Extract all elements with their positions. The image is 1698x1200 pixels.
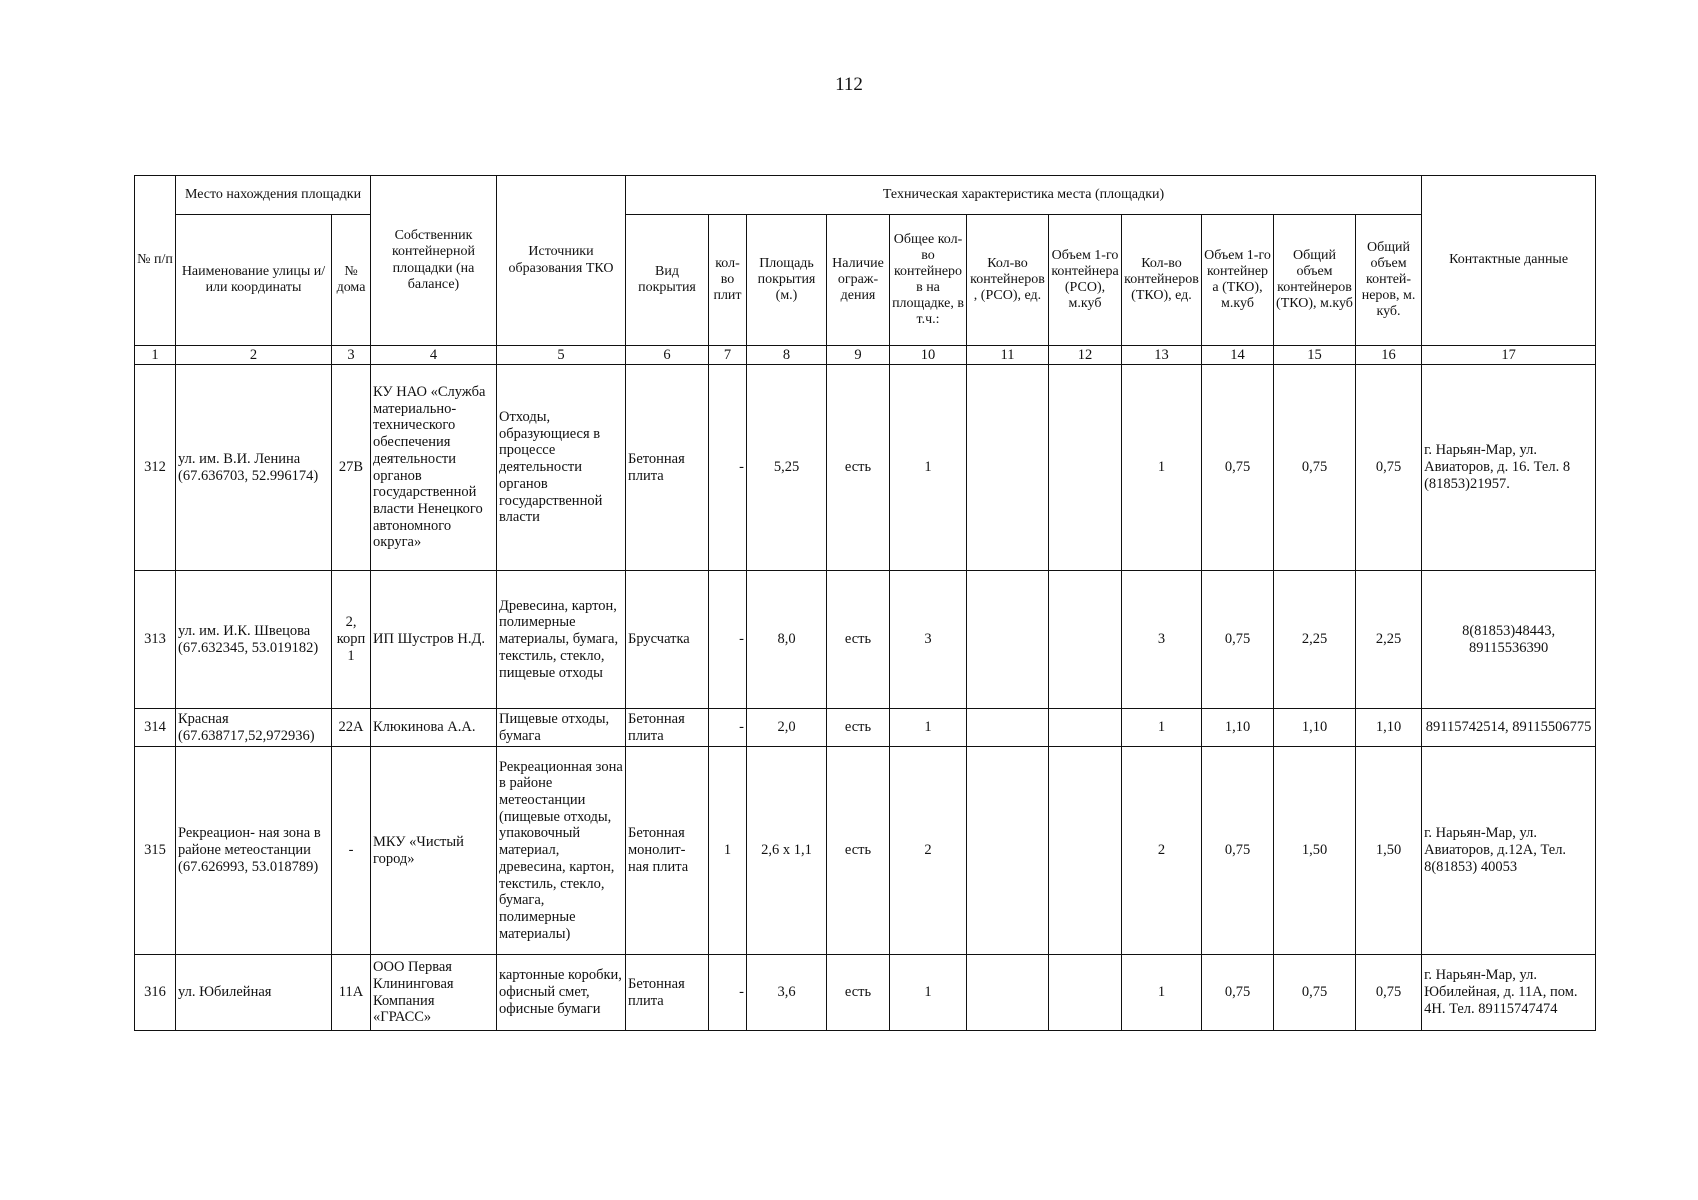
row-number: 315	[135, 747, 176, 955]
fence-cell: есть	[827, 709, 890, 747]
owner-cell: ООО Первая Клининговая Компания «ГРАСС»	[371, 955, 497, 1031]
house-cell: 27В	[332, 365, 371, 571]
contacts-cell: 89115742514, 89115506775	[1422, 709, 1596, 747]
sources-cell: Древесина, картон, полимерные материалы, бумага, текстиль, стекло, пищевые отходы	[497, 571, 626, 709]
total-containers-cell: 2	[890, 747, 967, 955]
total-containers-cell: 1	[890, 365, 967, 571]
sources-cell: картонные коробки, офисный смет, офисные бумаги	[497, 955, 626, 1031]
header-rso-volume: Объем 1-го контейнера (РСО), м.куб	[1049, 215, 1122, 346]
street-cell: Рекреацион- ная зона в районе метеостанции (67.626993, 53.018789)	[176, 747, 332, 955]
tko-volume-cell: 1,10	[1202, 709, 1274, 747]
header-street: Наименование улицы и/или координаты	[176, 215, 332, 346]
sources-cell: Пищевые отходы, бумага	[497, 709, 626, 747]
rso-count-cell	[967, 955, 1049, 1031]
contacts-cell: г. Нарьян-Мар, ул. Авиаторов, д.12А, Тел. 8(81853) 40053	[1422, 747, 1596, 955]
owner-cell: КУ НАО «Служба материально-технического обеспечения деятельности органов государственной власти Ненецкого автономного округа»	[371, 365, 497, 571]
house-cell: 2, корп 1	[332, 571, 371, 709]
total-volume-cell: 0,75	[1356, 365, 1422, 571]
column-number: 2	[176, 346, 332, 365]
fence-cell: есть	[827, 747, 890, 955]
table-row	[135, 747, 1596, 955]
table-row	[135, 571, 1596, 709]
tko-total-volume-cell: 1,10	[1274, 709, 1356, 747]
header-surface: Вид покрытия	[626, 215, 709, 346]
total-volume-cell: 1,50	[1356, 747, 1422, 955]
surface-cell: Бетонная монолит-ная плита	[626, 747, 709, 955]
page-number: 112	[835, 74, 863, 95]
table-row	[135, 365, 1596, 571]
header-plates: кол-во плит	[709, 215, 747, 346]
column-number: 12	[1049, 346, 1122, 365]
column-number: 4	[371, 346, 497, 365]
rso-count-cell	[967, 709, 1049, 747]
plates-cell: -	[709, 365, 747, 571]
tko-total-volume-cell: 0,75	[1274, 365, 1356, 571]
street-cell: ул. им. И.К. Швецова (67.632345, 53.019182)	[176, 571, 332, 709]
rso-count-cell	[967, 747, 1049, 955]
row-number: 316	[135, 955, 176, 1031]
tko-count-cell: 1	[1122, 365, 1202, 571]
column-number: 8	[747, 346, 827, 365]
sources-cell: Отходы, образующиеся в процессе деятельности органов государственной власти	[497, 365, 626, 571]
tko-total-volume-cell: 1,50	[1274, 747, 1356, 955]
rso-volume-cell	[1049, 709, 1122, 747]
tko-total-volume-cell: 0,75	[1274, 955, 1356, 1031]
street-cell: Красная (67.638717,52,972936)	[176, 709, 332, 747]
header-contacts: Контактные данные	[1422, 176, 1596, 346]
tko-count-cell: 1	[1122, 955, 1202, 1031]
area-cell: 3,6	[747, 955, 827, 1031]
area-cell: 5,25	[747, 365, 827, 571]
total-volume-cell: 1,10	[1356, 709, 1422, 747]
house-cell: 22А	[332, 709, 371, 747]
tko-count-cell: 3	[1122, 571, 1202, 709]
header-fence: Наличие ограж-дения	[827, 215, 890, 346]
tko-count-cell: 1	[1122, 709, 1202, 747]
surface-cell: Бетонная плита	[626, 709, 709, 747]
street-cell: ул. Юбилейная	[176, 955, 332, 1031]
column-number-row	[135, 346, 1596, 365]
total-containers-cell: 1	[890, 955, 967, 1031]
header-sources: Источники образования ТКО	[497, 176, 626, 346]
tko-total-volume-cell: 2,25	[1274, 571, 1356, 709]
owner-cell: МКУ «Чистый город»	[371, 747, 497, 955]
total-volume-cell: 0,75	[1356, 955, 1422, 1031]
fence-cell: есть	[827, 571, 890, 709]
header-tech-group: Техническая характеристика места (площадки)	[626, 176, 1422, 215]
contacts-cell: г. Нарьян-Мар, ул. Авиаторов, д. 16. Тел. 8 (81853)21957.	[1422, 365, 1596, 571]
column-number: 10	[890, 346, 967, 365]
container-sites-table	[134, 175, 1596, 1031]
owner-cell: ИП Шустров Н.Д.	[371, 571, 497, 709]
row-number: 312	[135, 365, 176, 571]
column-number: 7	[709, 346, 747, 365]
rso-volume-cell	[1049, 955, 1122, 1031]
fence-cell: есть	[827, 955, 890, 1031]
table-row	[135, 955, 1596, 1031]
column-number: 13	[1122, 346, 1202, 365]
column-number: 5	[497, 346, 626, 365]
column-number: 9	[827, 346, 890, 365]
rso-count-cell	[967, 571, 1049, 709]
total-containers-cell: 1	[890, 709, 967, 747]
rso-volume-cell	[1049, 365, 1122, 571]
header-area: Площадь покрытия (м.)	[747, 215, 827, 346]
house-cell: 11А	[332, 955, 371, 1031]
surface-cell: Бетонная плита	[626, 955, 709, 1031]
owner-cell: Клюкинова А.А.	[371, 709, 497, 747]
tko-volume-cell: 0,75	[1202, 571, 1274, 709]
header-tko-count: Кол-во контейнеров (ТКО), ед.	[1122, 215, 1202, 346]
header-tko-volume: Объем 1-го контейнера (ТКО), м.куб	[1202, 215, 1274, 346]
column-number: 11	[967, 346, 1049, 365]
tko-volume-cell: 0,75	[1202, 747, 1274, 955]
surface-cell: Бетонная плита	[626, 365, 709, 571]
column-number: 6	[626, 346, 709, 365]
header-owner: Собственник контейнерной площадки (на балансе)	[371, 176, 497, 346]
column-number: 15	[1274, 346, 1356, 365]
rso-volume-cell	[1049, 747, 1122, 955]
header-location-group: Место нахождения площадки	[176, 176, 371, 215]
surface-cell: Брусчатка	[626, 571, 709, 709]
plates-cell: -	[709, 955, 747, 1031]
header-house: № дома	[332, 215, 371, 346]
tko-count-cell: 2	[1122, 747, 1202, 955]
sources-cell: Рекреационная зона в районе метеостанции (пищевые отходы, упаковочный материал, древесина, картон, текстиль, стекло, бумага, полимерные материалы)	[497, 747, 626, 955]
house-cell: -	[332, 747, 371, 955]
column-number: 3	[332, 346, 371, 365]
contacts-cell: г. Нарьян-Мар, ул. Юбилейная, д. 11А, пом. 4Н. Тел. 89115747474	[1422, 955, 1596, 1031]
header-total-containers: Общее кол-во контейнеров на площадке, в т.ч.:	[890, 215, 967, 346]
area-cell: 8,0	[747, 571, 827, 709]
plates-cell: -	[709, 709, 747, 747]
header-row-1	[135, 176, 1596, 215]
row-number: 314	[135, 709, 176, 747]
plates-cell: -	[709, 571, 747, 709]
area-cell: 2,6 х 1,1	[747, 747, 827, 955]
rso-volume-cell	[1049, 571, 1122, 709]
rso-count-cell	[967, 365, 1049, 571]
row-number: 313	[135, 571, 176, 709]
total-containers-cell: 3	[890, 571, 967, 709]
total-volume-cell: 2,25	[1356, 571, 1422, 709]
area-cell: 2,0	[747, 709, 827, 747]
header-tko-total-volume: Общий объем контейнеров (ТКО), м.куб	[1274, 215, 1356, 346]
header-row-2	[135, 215, 1596, 346]
header-rso-count: Кол-во контейнеров, (РСО), ед.	[967, 215, 1049, 346]
tko-volume-cell: 0,75	[1202, 365, 1274, 571]
column-number: 16	[1356, 346, 1422, 365]
table-row	[135, 709, 1596, 747]
street-cell: ул. им. В.И. Ленина (67.636703, 52.996174)	[176, 365, 332, 571]
header-number: № п/п	[135, 176, 176, 346]
column-number: 14	[1202, 346, 1274, 365]
header-total-volume: Общий объем контей-неров, м. куб.	[1356, 215, 1422, 346]
column-number: 1	[135, 346, 176, 365]
fence-cell: есть	[827, 365, 890, 571]
contacts-cell: 8(81853)48443, 89115536390	[1422, 571, 1596, 709]
plates-cell: 1	[709, 747, 747, 955]
column-number: 17	[1422, 346, 1596, 365]
tko-volume-cell: 0,75	[1202, 955, 1274, 1031]
